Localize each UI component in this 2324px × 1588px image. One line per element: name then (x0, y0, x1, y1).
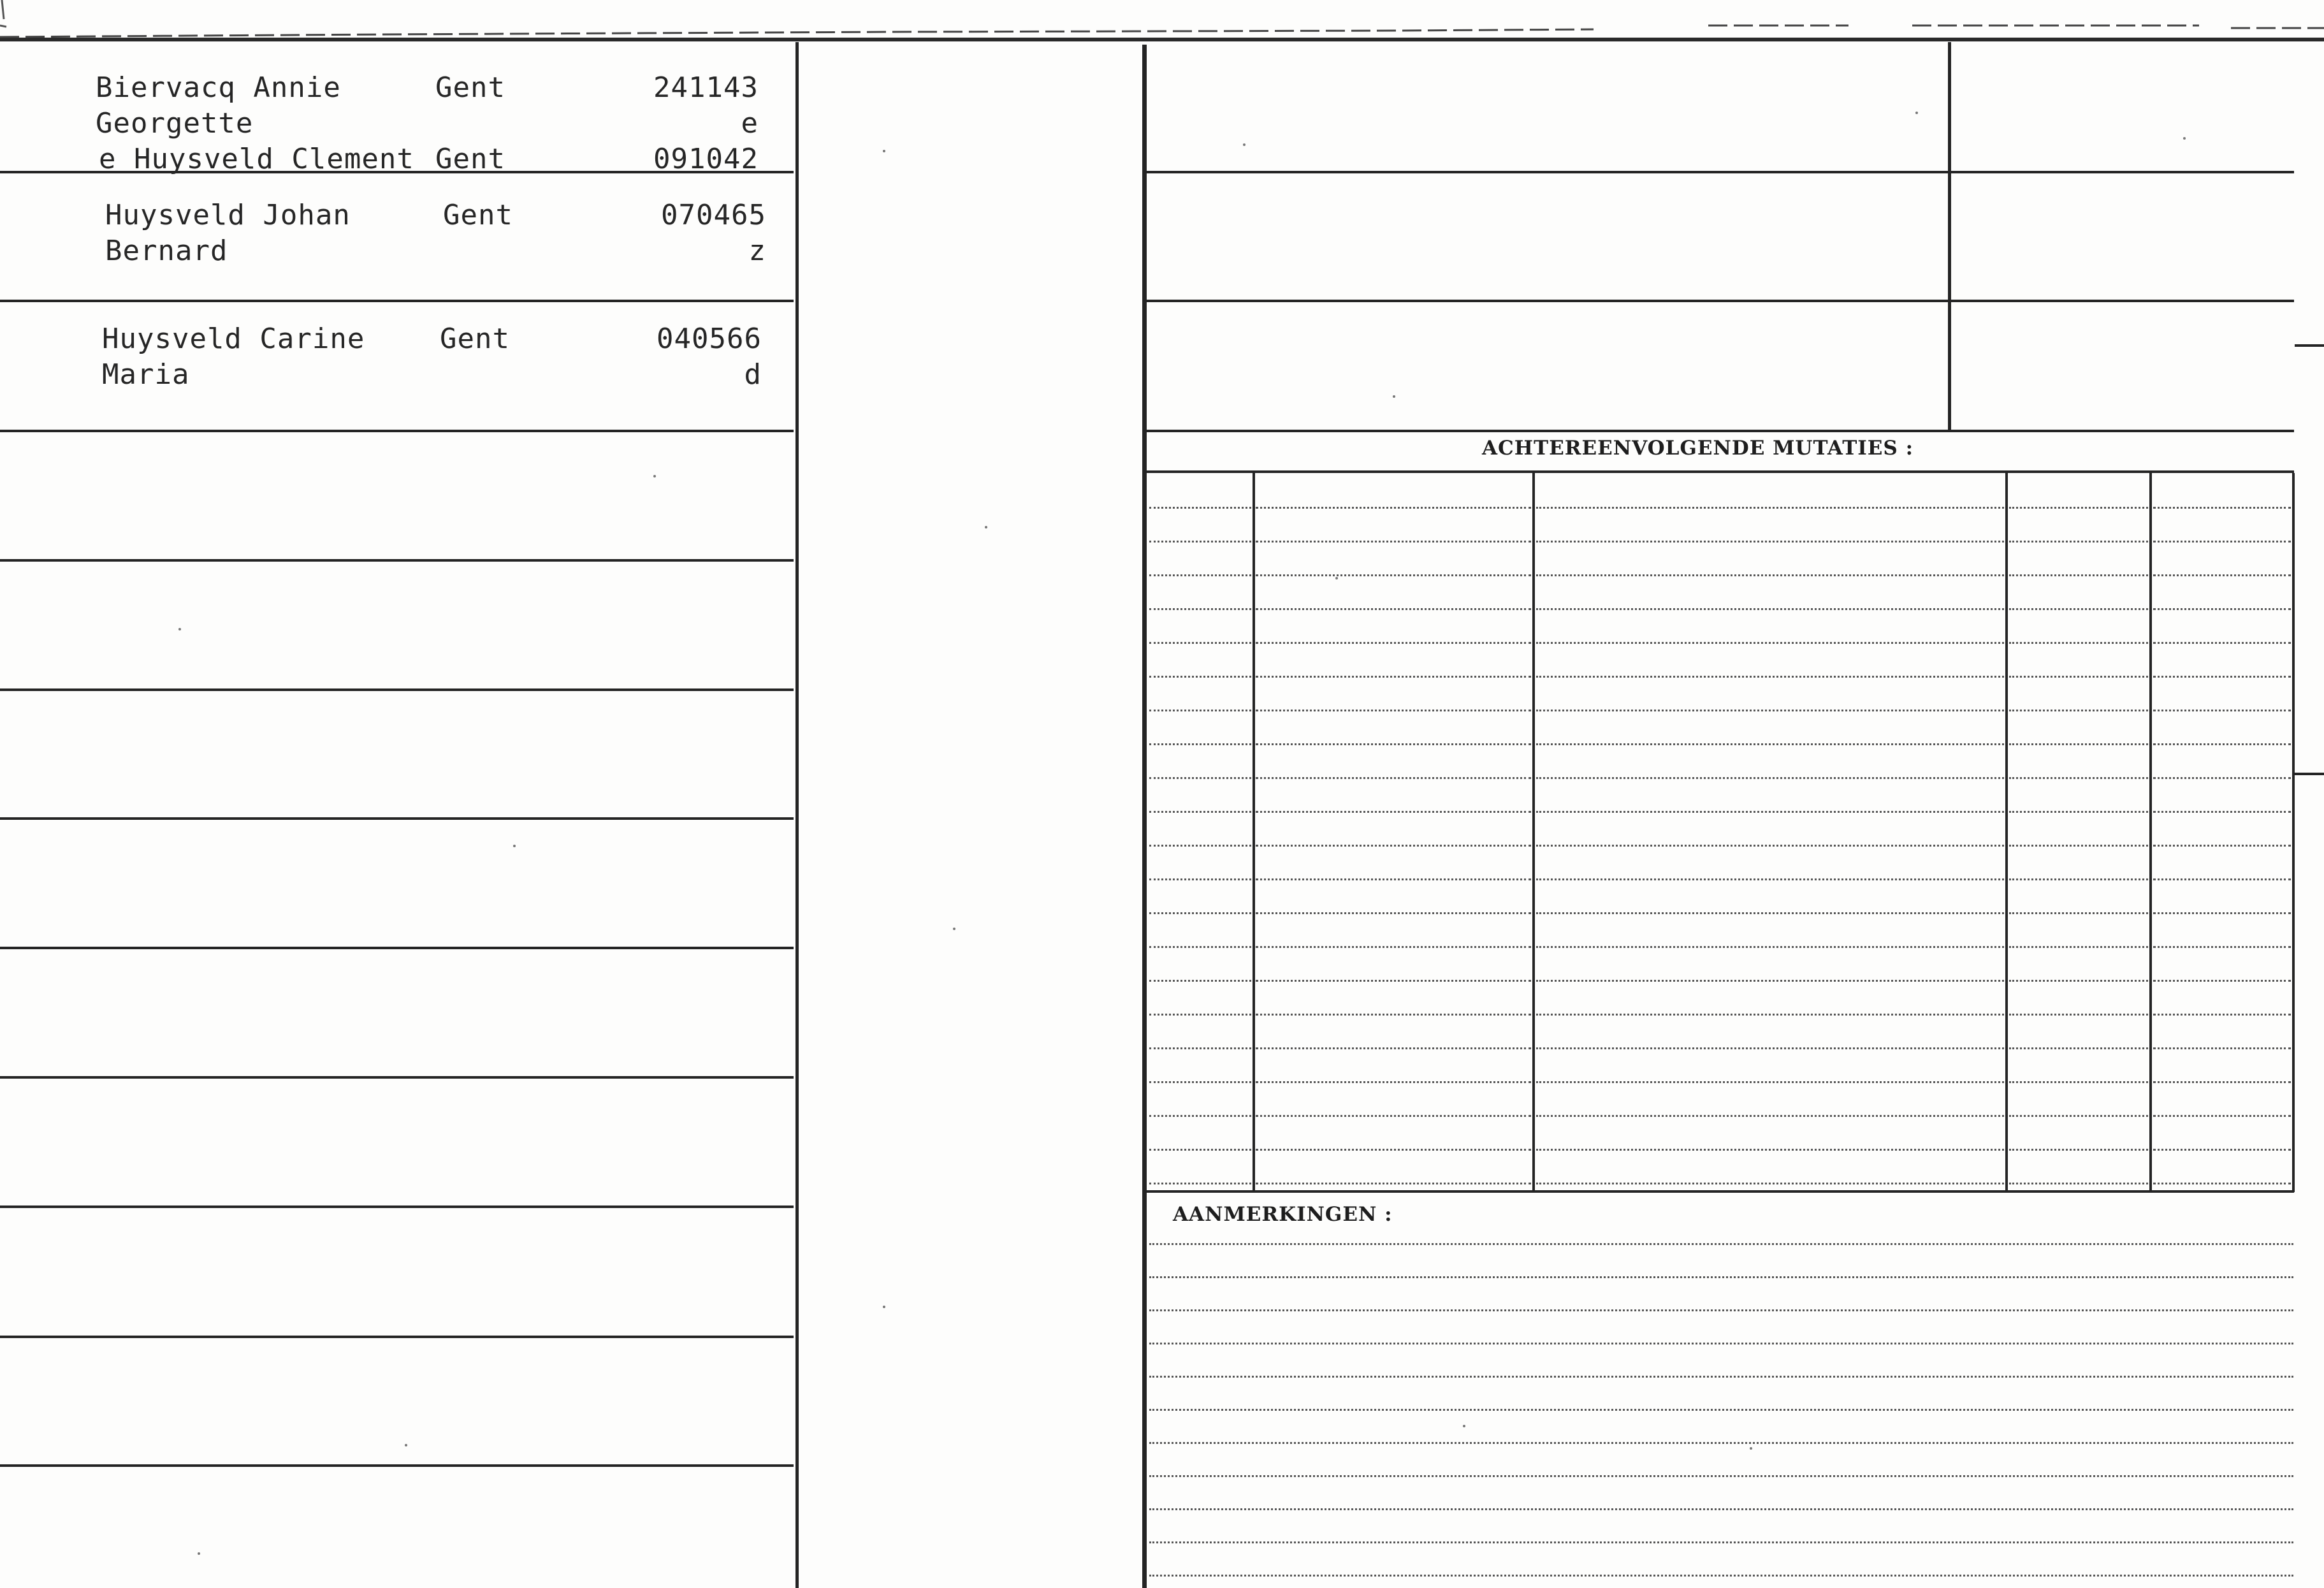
mutation-ruled-line (1536, 811, 2004, 813)
row-line (0, 430, 794, 432)
mutation-ruled-line (1256, 710, 1531, 711)
mutation-ruled-line (1256, 946, 1531, 948)
mutation-ruled-line (1149, 1115, 1251, 1117)
mutation-ruled-line (1149, 743, 1251, 745)
mutation-ruled-line (2009, 676, 2148, 678)
mutation-ruled-line (1256, 1115, 1531, 1117)
mutation-ruled-line (1536, 743, 2004, 745)
mutation-ruled-line (1256, 1183, 1531, 1184)
row-line (0, 947, 794, 949)
mutation-ruled-line (1256, 507, 1531, 509)
mutation-ruled-line (1149, 878, 1251, 880)
mutation-ruled-line (2009, 1183, 2148, 1184)
mutation-ruled-line (2009, 642, 2148, 644)
mutation-ruled-line (1149, 912, 1251, 914)
mutation-ruled-line (1256, 1047, 1531, 1049)
mutation-ruled-line (2153, 608, 2291, 610)
edge-mark (2295, 773, 2324, 775)
entry-3-name-line1: Huysveld Johan (105, 199, 351, 231)
mutation-ruled-line (2009, 811, 2148, 813)
entry-4-place: Gent (440, 323, 510, 355)
mutations-table-top (1147, 470, 2294, 473)
entry-3-place: Gent (443, 199, 513, 231)
mutation-ruled-line (1536, 710, 2004, 711)
mutation-ruled-line (1536, 912, 2004, 914)
mutation-ruled-line (1149, 1014, 1251, 1016)
scan-speck (198, 1552, 200, 1555)
mutation-ruled-line (2153, 710, 2291, 711)
top-edge-line (0, 0, 2324, 45)
mutation-ruled-line (1256, 845, 1531, 847)
remarks-heading: AANMERKINGEN : (1173, 1203, 1393, 1226)
mutation-ruled-line (2009, 1115, 2148, 1117)
mutation-ruled-line (1149, 608, 1251, 610)
mutation-ruled-line (2153, 541, 2291, 543)
entry-3-date: 070465 (661, 199, 766, 231)
mutation-ruled-line (2153, 1183, 2291, 1184)
entry-4-code: d (744, 358, 762, 391)
mutation-ruled-line (1536, 980, 2004, 982)
mutation-ruled-line (2009, 980, 2148, 982)
row-line (0, 1464, 794, 1467)
scan-speck (405, 1444, 407, 1446)
mutation-ruled-line (1149, 1149, 1251, 1151)
scan-speck (178, 628, 181, 630)
column-divider (1142, 45, 1147, 1588)
entry-1-place: Gent (435, 71, 505, 104)
entry-1-name-line1: Biervacq Annie (96, 71, 341, 104)
mutation-ruled-line (2153, 1115, 2291, 1117)
mutation-ruled-line (2153, 845, 2291, 847)
remark-ruled-line (1149, 1541, 2293, 1543)
mutation-ruled-line (1536, 1115, 2004, 1117)
scan-speck (985, 526, 987, 528)
mutation-ruled-line (1536, 777, 2004, 779)
mutation-ruled-line (1256, 912, 1531, 914)
mutations-column-divider (2005, 473, 2008, 1192)
mutation-ruled-line (1256, 980, 1531, 982)
scan-speck (953, 928, 955, 930)
mutation-ruled-line (2009, 845, 2148, 847)
mutation-ruled-line (1149, 980, 1251, 982)
remark-ruled-line (1149, 1276, 2293, 1278)
mutation-ruled-line (1536, 1081, 2004, 1083)
mutation-ruled-line (1536, 1047, 2004, 1049)
mutation-ruled-line (2153, 1081, 2291, 1083)
entry-1-name-line2: Georgette (96, 107, 254, 140)
edge-mark (2295, 344, 2324, 347)
entry-2-name-line1: e Huysveld Clement (99, 143, 414, 175)
row-line (1147, 300, 2294, 302)
row-line (0, 300, 794, 302)
mutation-ruled-line (1256, 676, 1531, 678)
mutation-ruled-line (1149, 845, 1251, 847)
scan-speck (1243, 143, 1246, 146)
column-divider (795, 42, 799, 1588)
mutation-ruled-line (2153, 1047, 2291, 1049)
mutation-ruled-line (1536, 608, 2004, 610)
mutation-ruled-line (2009, 507, 2148, 509)
mutation-ruled-line (1256, 811, 1531, 813)
remark-ruled-line (1149, 1442, 2293, 1444)
entry-3-name-line2: Bernard (105, 235, 228, 267)
mutation-ruled-line (1149, 777, 1251, 779)
scan-speck (2183, 137, 2186, 140)
entry-4-name-line2: Maria (102, 358, 190, 391)
mutation-ruled-line (1536, 541, 2004, 543)
mutation-ruled-line (1536, 574, 2004, 576)
mutation-ruled-line (1149, 710, 1251, 711)
mutation-ruled-line (2009, 1047, 2148, 1049)
mutation-ruled-line (2153, 912, 2291, 914)
remark-ruled-line (1149, 1508, 2293, 1510)
remark-ruled-line (1149, 1575, 2293, 1577)
mutation-ruled-line (1149, 541, 1251, 543)
entry-1-date: 241143 (653, 71, 759, 104)
mutation-ruled-line (1536, 878, 2004, 880)
entry-2-date: 091042 (653, 143, 759, 175)
mutation-ruled-line (2153, 574, 2291, 576)
entry-2-place: Gent (435, 143, 505, 175)
row-line (0, 1336, 794, 1338)
mutation-ruled-line (2153, 777, 2291, 779)
mutation-ruled-line (1536, 1183, 2004, 1184)
mutation-ruled-line (2009, 946, 2148, 948)
scan-speck (1393, 395, 1395, 398)
mutations-column-divider (1253, 473, 1255, 1192)
mutation-ruled-line (2153, 642, 2291, 644)
mutation-ruled-line (2153, 946, 2291, 948)
mutation-ruled-line (2009, 912, 2148, 914)
mutation-ruled-line (2153, 743, 2291, 745)
mutations-column-divider (1532, 473, 1535, 1192)
scan-speck (653, 475, 656, 477)
mutation-ruled-line (1256, 574, 1531, 576)
scan-speck (1335, 577, 1338, 579)
mutations-table-bottom (1147, 1190, 2294, 1193)
mutation-ruled-line (2009, 541, 2148, 543)
mutation-ruled-line (1256, 642, 1531, 644)
mutation-ruled-line (2009, 777, 2148, 779)
mutation-ruled-line (1256, 1149, 1531, 1151)
scan-speck (1463, 1425, 1465, 1427)
scan-speck (883, 150, 885, 152)
row-line (0, 817, 794, 820)
mutation-ruled-line (1149, 1081, 1251, 1083)
mutation-ruled-line (1256, 541, 1531, 543)
mutation-ruled-line (1256, 1014, 1531, 1016)
mutations-heading: ACHTEREENVOLGENDE MUTATIES : (1482, 437, 1914, 460)
mutation-ruled-line (2009, 608, 2148, 610)
scan-speck (1750, 1447, 1752, 1450)
row-line (0, 1076, 794, 1079)
mutation-ruled-line (1256, 777, 1531, 779)
mutation-ruled-line (2009, 1081, 2148, 1083)
column-divider (1948, 42, 1951, 430)
mutation-ruled-line (2009, 878, 2148, 880)
row-line (0, 1206, 794, 1208)
mutation-ruled-line (2009, 710, 2148, 711)
mutation-ruled-line (1536, 946, 2004, 948)
entry-4-name-line1: Huysveld Carine (102, 323, 365, 355)
mutation-ruled-line (2153, 676, 2291, 678)
remark-ruled-line (1149, 1475, 2293, 1477)
row-line (0, 559, 794, 562)
entry-1-code: e (741, 107, 759, 140)
mutation-ruled-line (1256, 878, 1531, 880)
mutation-ruled-line (1536, 845, 2004, 847)
row-line (0, 688, 794, 691)
mutation-ruled-line (2009, 743, 2148, 745)
mutation-ruled-line (2153, 1014, 2291, 1016)
entry-3-code: z (748, 235, 766, 267)
mutation-ruled-line (1149, 946, 1251, 948)
remark-ruled-line (1149, 1409, 2293, 1411)
remark-ruled-line (1149, 1343, 2293, 1344)
mutation-ruled-line (1149, 676, 1251, 678)
mutation-ruled-line (2153, 1149, 2291, 1151)
mutation-ruled-line (2009, 1014, 2148, 1016)
remark-ruled-line (1149, 1376, 2293, 1378)
mutation-ruled-line (2153, 878, 2291, 880)
mutation-ruled-line (1149, 1047, 1251, 1049)
mutation-ruled-line (1149, 642, 1251, 644)
mutation-ruled-line (1536, 507, 2004, 509)
mutation-ruled-line (1536, 642, 2004, 644)
scan-speck (883, 1306, 885, 1308)
mutation-ruled-line (1536, 1014, 2004, 1016)
mutation-ruled-line (2009, 574, 2148, 576)
entry-4-date: 040566 (657, 323, 762, 355)
mutation-ruled-line (1149, 1183, 1251, 1184)
mutation-ruled-line (2153, 811, 2291, 813)
mutation-ruled-line (1536, 1149, 2004, 1151)
mutation-ruled-line (1149, 507, 1251, 509)
mutation-ruled-line (1536, 676, 2004, 678)
row-line (1147, 430, 2294, 432)
mutation-ruled-line (1256, 608, 1531, 610)
mutations-column-divider (2292, 473, 2295, 1192)
mutations-column-divider (2149, 473, 2152, 1192)
mutation-ruled-line (2153, 507, 2291, 509)
mutation-ruled-line (1149, 574, 1251, 576)
remark-ruled-line (1149, 1243, 2293, 1245)
mutation-ruled-line (2009, 1149, 2148, 1151)
mutation-ruled-line (1256, 743, 1531, 745)
mutation-ruled-line (1256, 1081, 1531, 1083)
mutation-ruled-line (1149, 811, 1251, 813)
mutation-ruled-line (2153, 980, 2291, 982)
remark-ruled-line (1149, 1309, 2293, 1311)
scan-speck (513, 845, 516, 847)
row-line (1147, 171, 2294, 173)
scan-speck (1915, 112, 1918, 114)
